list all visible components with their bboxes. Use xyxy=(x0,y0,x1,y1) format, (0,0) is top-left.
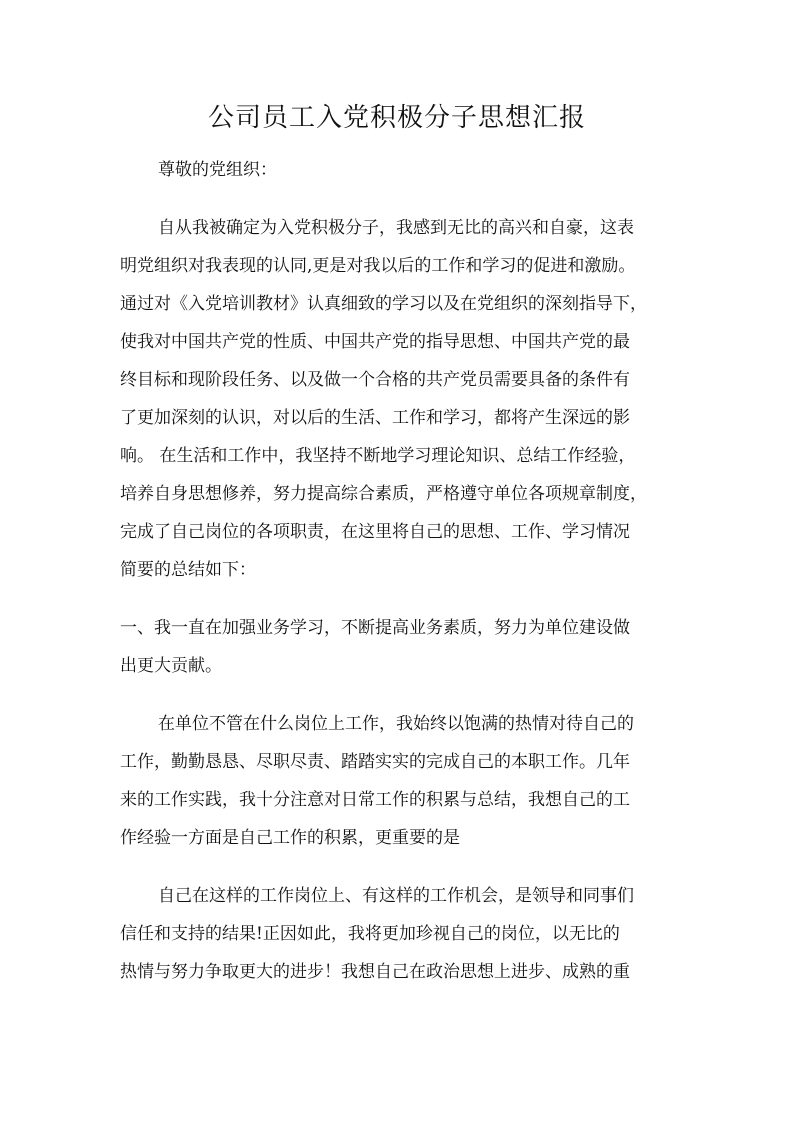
paragraph-1-line-2: 明党组织对我表现的认同,更是对我以后的工作和学习的促进和激励。 xyxy=(120,256,636,276)
paragraph-2-line-4: 作经验一方面是自己工作的积累，更重要的是 xyxy=(120,828,460,848)
paragraph-1-line-7: 响。 在生活和工作中，我坚持不断地学习理论知识、总结工作经验， xyxy=(120,446,636,466)
paragraph-2-line-3: 来的工作实践，我十分注意对日常工作的积累与总结，我想自己的工 xyxy=(120,790,630,810)
paragraph-2-line-1: 在单位不管在什么岗位上工作，我始终以饱满的热情对待自己的 xyxy=(158,714,634,734)
section-heading-1-line-1: 一、我一直在加强业务学习，不断提高业务素质，努力为单位建设做 xyxy=(120,618,630,638)
paragraph-1-line-8: 培养自身思想修养，努力提高综合素质，严格遵守单位各项规章制度， xyxy=(120,484,647,504)
paragraph-1-line-6: 了更加深刻的认识，对以后的生活、工作和学习，都将产生深远的影 xyxy=(120,408,630,428)
paragraph-1-line-9: 完成了自己岗位的各项职责，在这里将自己的思想、工作、学习情况 xyxy=(120,522,630,542)
paragraph-3-line-3: 热情与努力争取更大的进步！我想自己在政治思想上进步、成熟的重 xyxy=(120,962,630,982)
paragraph-1-line-4: 使我对中国共产党的性质、中国共产党的指导思想、中国共产党的最 xyxy=(120,332,630,352)
section-heading-1-line-2: 出更大贡献。 xyxy=(120,656,222,676)
page-title: 公司员工入党积极分子思想汇报 xyxy=(207,103,586,133)
paragraph-1-line-5: 终目标和现阶段任务、以及做一个合格的共产党员需要具备的条件有 xyxy=(120,370,630,390)
paragraph-1-line-3: 通过对《入党培训教材》认真细致的学习以及在党组织的深刻指导下， xyxy=(120,294,647,314)
paragraph-2-line-2: 工作，勤勤恳恳、尽职尽责、踏踏实实的完成自己的本职工作。几年 xyxy=(120,752,630,772)
paragraph-1-line-1: 自从我被确定为入党积极分子，我感到无比的高兴和自豪，这表 xyxy=(158,218,634,238)
salutation: 尊敬的党组织： xyxy=(158,160,277,180)
paragraph-3-line-2: 信任和支持的结果!正因如此，我将更加珍视自己的岗位，以无比的 xyxy=(120,924,620,944)
paragraph-1-line-10: 简要的总结如下： xyxy=(120,560,256,580)
paragraph-3-line-1: 自己在这样的工作岗位上、有这样的工作机会，是领导和同事们 xyxy=(158,886,634,906)
